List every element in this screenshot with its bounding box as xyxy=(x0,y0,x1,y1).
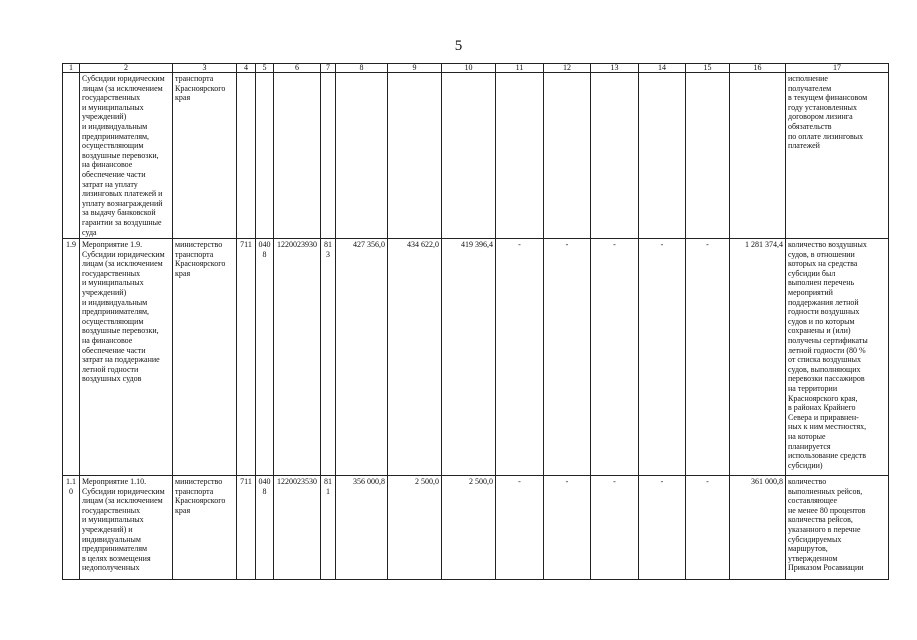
amount-col-11 xyxy=(496,73,544,239)
amount-col-9 xyxy=(388,73,442,239)
measure-name: Мероприятие 1.9. Субсидии юридическим лицам (за исключением государственных и муниципальных учреждений) и индивидуальным предпринимателям, осуществляющим воздушные перевозки, на финансовое обеспечение части затрат на поддержание летной годности воздушных судов xyxy=(80,239,173,476)
row-number: 1.9 xyxy=(63,239,80,476)
row-number xyxy=(63,73,80,239)
col-header: 9 xyxy=(388,64,442,73)
col-header: 17 xyxy=(786,64,889,73)
measure-name: Субсидии юридическим лицам (за исключением государственных и муниципальных учреждений) и индивидуальным предпринимателям, осуществляющим воздушные перевозки, на финансовое обеспечение части затрат на уплату лизинговых платежей и уплату вознаграждений за выдачу банковской гарантии за воздушные суда xyxy=(80,73,173,239)
expense-type-code: 811 xyxy=(321,476,336,580)
expense-type-code xyxy=(321,73,336,239)
section-code: 0408 xyxy=(256,476,274,580)
amount-col-10: 419 396,4 xyxy=(442,239,496,476)
col-header: 11 xyxy=(496,64,544,73)
amount-col-12 xyxy=(544,73,591,239)
amount-col-14 xyxy=(639,73,686,239)
amount-col-15: - xyxy=(686,239,730,476)
col-header: 5 xyxy=(256,64,274,73)
amount-col-8: 356 000,8 xyxy=(336,476,388,580)
amount-col-13 xyxy=(591,73,639,239)
amount-col-9: 434 622,0 xyxy=(388,239,442,476)
col-header: 4 xyxy=(237,64,256,73)
executor: транспорта Красноярского края xyxy=(173,73,237,239)
header-row xyxy=(63,64,889,73)
page-number: 5 xyxy=(454,38,463,54)
amount-col-12: - xyxy=(544,476,591,580)
row-number: 1.10 xyxy=(63,476,80,580)
col-header: 7 xyxy=(321,64,336,73)
col-header: 10 xyxy=(442,64,496,73)
amount-col-11: - xyxy=(496,239,544,476)
expected-result: количество выполненных рейсов, составляющее не менее 80 процентов количества рейсов, указанного в перечне субсидируемых маршрутов, утвержденном Приказом Росавиации xyxy=(786,476,889,580)
amount-col-10 xyxy=(442,73,496,239)
col-header: 8 xyxy=(336,64,388,73)
col-header: 3 xyxy=(173,64,237,73)
amount-col-8: 427 356,0 xyxy=(336,239,388,476)
col-header: 16 xyxy=(730,64,786,73)
amount-col-11: - xyxy=(496,476,544,580)
amount-col-13: - xyxy=(591,239,639,476)
program-table xyxy=(62,63,889,580)
total-amount xyxy=(730,73,786,239)
amount-col-15 xyxy=(686,73,730,239)
table-row xyxy=(63,476,889,580)
target-article-code: 1220023930 xyxy=(274,239,321,476)
col-header: 15 xyxy=(686,64,730,73)
col-header: 2 xyxy=(80,64,173,73)
col-header: 1 xyxy=(63,64,80,73)
amount-col-14: - xyxy=(639,476,686,580)
section-code xyxy=(256,73,274,239)
table-row xyxy=(63,73,889,239)
amount-col-10: 2 500,0 xyxy=(442,476,496,580)
executor: министерство транспорта Красноярского края xyxy=(173,476,237,580)
total-amount: 1 281 374,4 xyxy=(730,239,786,476)
amount-col-13: - xyxy=(591,476,639,580)
col-header: 14 xyxy=(639,64,686,73)
total-amount: 361 000,8 xyxy=(730,476,786,580)
amount-col-15: - xyxy=(686,476,730,580)
expense-type-code: 813 xyxy=(321,239,336,476)
table-row xyxy=(63,239,889,476)
amount-col-12: - xyxy=(544,239,591,476)
measure-name: Мероприятие 1.10. Субсидии юридическим лицам (за исключением государственных и муниципальных учреждений) и индивидуальным предпринимателям в целях возмещения недополученных xyxy=(80,476,173,580)
expected-result: количество воздушных судов, в отношении которых на средства субсидии был выполнен перечень мероприятий поддержания летной годности воздушных судов и по которым сохранены и (или) получены сертификаты летной годности (80 % от списка воздушных судов, выполняющих перевозки пассажиров на территории Красноярского края, в районах Крайнего Севера и приравнен- ных к ним местностях, на которые планируется использование средств субсидии) xyxy=(786,239,889,476)
target-article-code xyxy=(274,73,321,239)
grbs-code xyxy=(237,73,256,239)
expected-result: исполнение получателем в текущем финансовом году установленных договором лизинга обязательств по оплате лизинговых платежей xyxy=(786,73,889,239)
amount-col-14: - xyxy=(639,239,686,476)
target-article-code: 1220023530 xyxy=(274,476,321,580)
col-header: 12 xyxy=(544,64,591,73)
section-code: 0408 xyxy=(256,239,274,476)
amount-col-8 xyxy=(336,73,388,239)
grbs-code: 711 xyxy=(237,476,256,580)
grbs-code: 711 xyxy=(237,239,256,476)
col-header: 13 xyxy=(591,64,639,73)
executor: министерство транспорта Красноярского края xyxy=(173,239,237,476)
amount-col-9: 2 500,0 xyxy=(388,476,442,580)
col-header: 6 xyxy=(274,64,321,73)
